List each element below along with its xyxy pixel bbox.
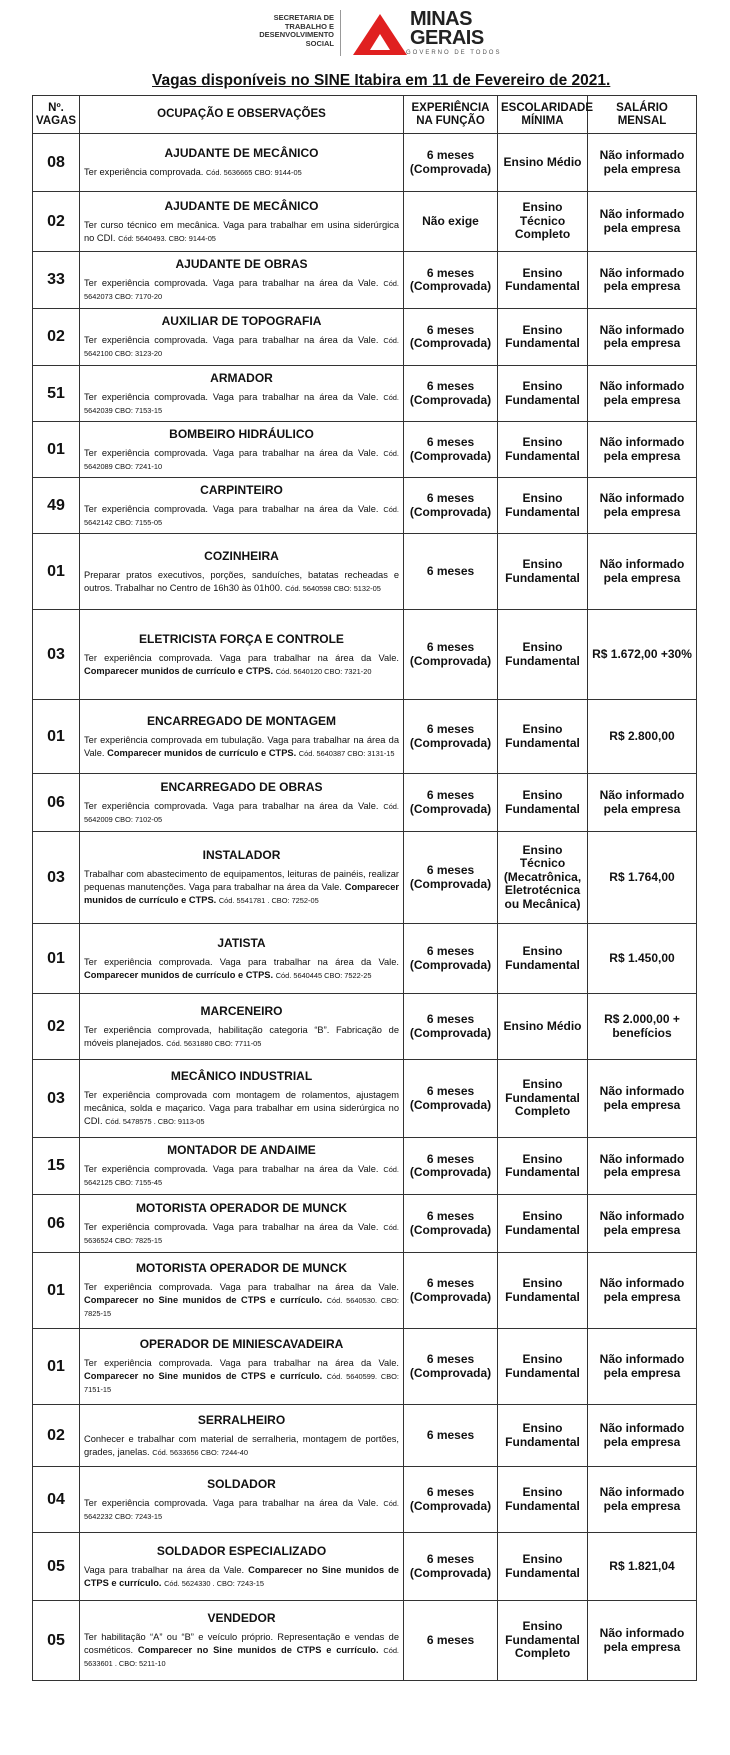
education-cell: Ensino Técnico Completo: [498, 192, 588, 252]
occupation-title: MOTORISTA OPERADOR DE MUNCK: [135, 1200, 348, 1215]
occupation-description: Ter experiência comprovada. Vaga para trabalhar na área da Vale.: [84, 1358, 399, 1368]
occupation-description: Ter experiência comprovada. Vaga para trabalhar na área da Vale.: [84, 447, 379, 458]
salary-cell: Não informado pela empresa: [588, 192, 697, 252]
occupation-code: Cód. 5642100 CBO: 3123-20: [84, 336, 399, 358]
occupation-code: Cód. 5541781 . CBO: 7252-05: [218, 896, 319, 905]
vacancy-count: 08: [33, 134, 80, 192]
education-cell: Ensino Fundamental: [498, 478, 588, 534]
vacancy-count: 03: [33, 610, 80, 700]
occupation-code: Cód. 5640120 CBO: 7321-20: [275, 666, 372, 676]
occupation-cell: [80, 134, 404, 192]
minas-gerais-logo-icon: [352, 12, 408, 56]
header-divider: [340, 10, 341, 56]
experience-cell: 6 meses (Comprovada): [404, 478, 498, 534]
salary-cell: Não informado pela empresa: [588, 422, 697, 478]
page-title: Vagas disponíveis no SINE Itabira em 11 de Fevereiro de 2021.: [152, 72, 611, 89]
vacancy-count: 02: [33, 994, 80, 1060]
table-row: [33, 366, 697, 422]
occupation-cell: [80, 1138, 404, 1195]
table-row: [33, 832, 697, 924]
occupation-title: SOLDADOR: [207, 1476, 276, 1491]
occupation-cell: [80, 774, 404, 832]
occupation-cell: [80, 832, 404, 924]
experience-cell: 6 meses: [404, 1405, 498, 1467]
salary-cell: Não informado pela empresa: [588, 1138, 697, 1195]
education-cell: Ensino Fundamental: [498, 924, 588, 994]
occupation-code: Cód. 5642089 CBO: 7241-10: [84, 448, 399, 471]
experience-cell: 6 meses (Comprovada): [404, 610, 498, 700]
occupation-cell: [80, 1405, 404, 1467]
occupation-title: VENDEDOR: [207, 1611, 276, 1625]
logo-name: MINAS GERAIS: [410, 8, 484, 49]
occupation-title: AJUDANTE DE OBRAS: [175, 257, 308, 271]
table-row: [33, 1601, 697, 1681]
education-cell: Ensino Fundamental: [498, 1533, 588, 1601]
occupation-code: Cód. 5640530. CBO: 7825-15: [84, 1296, 399, 1318]
education-cell: Ensino Técnico (Mecatrônica, Eletrotécnica ou Mecânica): [498, 832, 588, 924]
occupation-code: Cód. 5642009 CBO: 7102-05: [84, 801, 399, 824]
vacancy-count: 05: [33, 1601, 80, 1681]
education-cell: Ensino Fundamental Completo: [498, 1060, 588, 1138]
occupation-cell: [80, 994, 404, 1060]
occupation-description: Ter curso técnico em mecânica. Vaga para trabalhar em usina siderúrgica no CDI.: [84, 219, 399, 243]
education-cell: Ensino Fundamental: [498, 422, 588, 478]
occupation-description: Ter experiência comprovada. Vaga para trabalhar na área da Vale.: [84, 956, 399, 967]
occupation-description: Vaga para trabalhar na área da Vale.: [84, 1564, 245, 1575]
education-cell: Ensino Fundamental: [498, 366, 588, 422]
occupation-cell: [80, 700, 404, 774]
experience-cell: 6 meses (Comprovada): [404, 1253, 498, 1329]
table-row: [33, 700, 697, 774]
occupation-code: Cód. 5636524 CBO: 7825-15: [84, 1222, 399, 1245]
occupation-cell: [80, 252, 404, 309]
experience-cell: 6 meses (Comprovada): [404, 366, 498, 422]
salary-cell: R$ 1.672,00 +30%: [588, 610, 697, 700]
salary-cell: Não informado pela empresa: [588, 534, 697, 610]
salary-cell: Não informado pela empresa: [588, 1467, 697, 1533]
header-ocupacao: OCUPAÇÃO E OBSERVAÇÕES: [80, 96, 404, 134]
education-cell: Ensino Fundamental: [498, 700, 588, 774]
occupation-cell: [80, 1533, 404, 1601]
occupation-instruction: Comparecer munidos de currículo e CTPS.: [84, 882, 399, 905]
education-cell: Ensino Fundamental: [498, 534, 588, 610]
experience-cell: 6 meses: [404, 1601, 498, 1681]
experience-cell: 6 meses (Comprovada): [404, 924, 498, 994]
experience-cell: Não exige: [404, 192, 498, 252]
experience-cell: 6 meses (Comprovada): [404, 422, 498, 478]
header-escolaridade: ESCOLARIDADE MÍNIMA: [498, 96, 588, 134]
occupation-code: Cód. 5640387 CBO: 3131-15: [298, 748, 395, 758]
occupation-description: Ter experiência comprovada. Vaga para trabalhar na área da Vale.: [84, 278, 379, 288]
occupation-title: JATISTA: [217, 935, 266, 950]
salary-cell: Não informado pela empresa: [588, 309, 697, 366]
experience-cell: 6 meses (Comprovada): [404, 1467, 498, 1533]
vacancy-count: 01: [33, 422, 80, 478]
occupation-instruction: Comparecer munidos de currículo e CTPS.: [84, 969, 274, 980]
table-row: [33, 252, 697, 309]
logo-subtitle: GOVERNO DE TODOS: [406, 50, 502, 56]
vacancy-count: 01: [33, 534, 80, 610]
secretaria-label: SECRETARIA DE TRABALHO E DESENVOLVIMENTO SOCIAL: [259, 13, 334, 48]
salary-cell: Não informado pela empresa: [588, 478, 697, 534]
occupation-description: Ter experiência comprovada, habilitação categoria “B”. Fabricação de móveis planejados.: [84, 1024, 399, 1048]
vacancy-count: 01: [33, 1329, 80, 1405]
occupation-code: Cód. 5631880 CBO: 7711-05: [166, 1038, 262, 1048]
table-header-row: [33, 96, 697, 134]
occupation-description: Ter experiência comprovada. Vaga para trabalhar na área da Vale.: [84, 1221, 379, 1232]
occupation-code: Cód. 5640445 CBO: 7522-25: [275, 970, 372, 980]
vacancy-count: 06: [33, 774, 80, 832]
table-row: [33, 1195, 697, 1253]
occupation-description: Ter experiência comprovada. Vaga para trabalhar na área da Vale.: [84, 335, 379, 345]
occupation-cell: [80, 478, 404, 534]
experience-cell: 6 meses (Comprovada): [404, 700, 498, 774]
occupation-title: ENCARREGADO DE MONTAGEM: [146, 713, 337, 728]
salary-cell: R$ 1.821,04: [588, 1533, 697, 1601]
table-row: [33, 1533, 697, 1601]
occupation-title: BOMBEIRO HIDRÁULICO: [169, 426, 314, 441]
occupation-code: Cód. 5633656 CBO: 7244-40: [152, 1447, 248, 1457]
table-row: [33, 924, 697, 994]
table-row: [33, 610, 697, 700]
experience-cell: 6 meses (Comprovada): [404, 994, 498, 1060]
occupation-instruction: Comparecer no Sine munidos de CTPS e currículo.: [137, 1645, 379, 1655]
salary-cell: R$ 1.764,00: [588, 832, 697, 924]
table-row: [33, 478, 697, 534]
education-cell: Ensino Fundamental: [498, 1467, 588, 1533]
education-cell: Ensino Médio: [498, 134, 588, 192]
experience-cell: 6 meses (Comprovada): [404, 1533, 498, 1601]
table-row: [33, 534, 697, 610]
experience-cell: 6 meses (Comprovada): [404, 252, 498, 309]
occupation-title: CARPINTEIRO: [200, 482, 283, 497]
experience-cell: 6 meses (Comprovada): [404, 774, 498, 832]
occupation-title: AUXILIAR DE TOPOGRAFIA: [161, 314, 322, 328]
education-cell: Ensino Fundamental: [498, 774, 588, 832]
salary-cell: Não informado pela empresa: [588, 134, 697, 192]
occupation-title: ARMADOR: [210, 370, 273, 385]
occupation-description: Trabalhar com abastecimento de equipamentos, leituras de painéis, realizar pequenas manutenções. Vaga para trabalhar na área da Vale.: [84, 869, 399, 892]
education-cell: Ensino Fundamental: [498, 610, 588, 700]
occupation-description: Ter experiência comprovada com montagem de rolamentos, ajustagem mecânica, solda e maçarico. Vaga para trabalhar em usina siderúrgica no CDI.: [84, 1090, 399, 1126]
vacancy-count: 01: [33, 1253, 80, 1329]
vacancies-table: [32, 95, 697, 1681]
occupation-cell: [80, 1195, 404, 1253]
occupation-cell: [80, 192, 404, 252]
vacancy-count: 04: [33, 1467, 80, 1533]
vacancy-count: 02: [33, 1405, 80, 1467]
experience-cell: 6 meses (Comprovada): [404, 1329, 498, 1405]
occupation-instruction: Comparecer no Sine munidos de CTPS e currículo.: [84, 1564, 399, 1588]
occupation-instruction: Comparecer no Sine munidos de CTPS e currículo.: [84, 1371, 323, 1381]
table-row: [33, 422, 697, 478]
occupation-cell: [80, 924, 404, 994]
occupation-description: Ter experiência comprovada. Vaga para trabalhar na área da Vale.: [84, 1164, 379, 1174]
occupation-cell: [80, 534, 404, 610]
education-cell: Ensino Fundamental Completo: [498, 1601, 588, 1681]
education-cell: Ensino Fundamental: [498, 1253, 588, 1329]
vacancy-count: 01: [33, 924, 80, 994]
occupation-title: MONTADOR DE ANDAIME: [167, 1143, 316, 1157]
table-row: [33, 134, 697, 192]
occupation-title: INSTALADOR: [202, 848, 281, 862]
occupation-code: Cód. 5640598 CBO: 5132-05: [285, 583, 381, 593]
salary-cell: Não informado pela empresa: [588, 1601, 697, 1681]
table-row: [33, 1253, 697, 1329]
table-row: [33, 994, 697, 1060]
occupation-code: Cód. 5642142 CBO: 7155-05: [84, 504, 399, 527]
salary-cell: Não informado pela empresa: [588, 1253, 697, 1329]
occupation-title: SERRALHEIRO: [197, 1412, 286, 1427]
occupation-title: MOTORISTA OPERADOR DE MUNCK: [135, 1261, 348, 1275]
occupation-instruction: Comparecer no Sine munidos de CTPS e currículo.: [84, 1295, 323, 1305]
occupation-description: Ter experiência comprovada. Vaga para trabalhar na área da Vale.: [84, 503, 379, 514]
salary-cell: R$ 2.000,00 + benefícios: [588, 994, 697, 1060]
occupation-title: SOLDADOR ESPECIALIZADO: [156, 1543, 327, 1558]
occupation-description: Ter experiência comprovada. Vaga para trabalhar na área da Vale.: [84, 652, 399, 663]
table-row: [33, 192, 697, 252]
education-cell: Ensino Médio: [498, 994, 588, 1060]
education-cell: Ensino Fundamental: [498, 1405, 588, 1467]
vacancy-count: 51: [33, 366, 80, 422]
occupation-cell: [80, 422, 404, 478]
page-header: [0, 6, 730, 58]
education-cell: Ensino Fundamental: [498, 309, 588, 366]
occupation-title: MECÂNICO INDUSTRIAL: [170, 1069, 313, 1083]
table-row: [33, 1138, 697, 1195]
occupation-cell: [80, 309, 404, 366]
experience-cell: 6 meses (Comprovada): [404, 1138, 498, 1195]
occupation-instruction: Comparecer munidos de currículo e CTPS.: [107, 747, 297, 758]
occupation-title: OPERADOR DE MINIESCAVADEIRA: [139, 1337, 344, 1351]
vacancy-count: 33: [33, 252, 80, 309]
occupation-description: Preparar pratos executivos, porções, sanduíches, batatas recheadas e outros. Trabalhar no Centro de 16h30 às 01h00.: [84, 569, 399, 593]
salary-cell: Não informado pela empresa: [588, 1329, 697, 1405]
occupation-title: AJUDANTE DE MECÂNICO: [164, 198, 319, 213]
occupation-instruction: Comparecer munidos de currículo e CTPS.: [84, 665, 274, 676]
vacancy-count: 15: [33, 1138, 80, 1195]
occupation-cell: [80, 610, 404, 700]
salary-cell: Não informado pela empresa: [588, 252, 697, 309]
header-salario: SALÁRIO MENSAL: [588, 96, 697, 134]
table-row: [33, 1060, 697, 1138]
vacancy-count: 01: [33, 700, 80, 774]
occupation-description: Ter experiência comprovada. Vaga para trabalhar na área da Vale.: [84, 1497, 379, 1508]
occupation-cell: [80, 1329, 404, 1405]
vacancy-count: 05: [33, 1533, 80, 1601]
occupation-code: Cód: 5640493. CBO: 9144-05: [118, 233, 216, 243]
occupation-code: Cód. 5624330 . CBO: 7243-15: [164, 1578, 264, 1588]
table-row: [33, 1467, 697, 1533]
salary-cell: R$ 2.800,00: [588, 700, 697, 774]
occupation-title: MARCENEIRO: [200, 1003, 283, 1018]
experience-cell: 6 meses (Comprovada): [404, 1060, 498, 1138]
experience-cell: 6 meses (Comprovada): [404, 134, 498, 192]
experience-cell: 6 meses (Comprovada): [404, 1195, 498, 1253]
vacancy-count: 02: [33, 192, 80, 252]
salary-cell: Não informado pela empresa: [588, 1405, 697, 1467]
occupation-code: Cód. 5642232 CBO: 7243-15: [84, 1498, 399, 1521]
occupation-code: Cód. 5636665 CBO: 9144-05: [205, 168, 302, 177]
occupation-description: Ter experiência comprovada. Vaga para trabalhar na área da Vale.: [84, 800, 379, 811]
header-experiencia: EXPERIÊNCIA NA FUNÇÃO: [404, 96, 498, 134]
occupation-code: Cód. 5633601 . CBO: 5211-10: [84, 1646, 399, 1668]
occupation-cell: [80, 366, 404, 422]
occupation-cell: [80, 1060, 404, 1138]
table-row: [33, 1405, 697, 1467]
occupation-title: ENCARREGADO DE OBRAS: [160, 779, 323, 794]
occupation-description: Ter habilitação “A” ou “B” e veículo próprio. Representação e vendas de cosméticos.: [84, 1632, 399, 1655]
education-cell: Ensino Fundamental: [498, 252, 588, 309]
occupation-cell: [80, 1253, 404, 1329]
occupation-code: Cód. 5642125 CBO: 7155-45: [84, 1165, 399, 1187]
salary-cell: Não informado pela empresa: [588, 1195, 697, 1253]
vacancy-count: 03: [33, 1060, 80, 1138]
experience-cell: 6 meses (Comprovada): [404, 832, 498, 924]
occupation-title: AJUDANTE DE MECÂNICO: [164, 146, 319, 160]
occupation-cell: [80, 1467, 404, 1533]
occupation-description: Ter experiência comprovada.: [84, 167, 204, 177]
occupation-description: Conhecer e trabalhar com material de serralheria, montagem de portões, grades, janelas.: [84, 1433, 399, 1457]
occupation-cell: [80, 1601, 404, 1681]
table-row: [33, 774, 697, 832]
occupation-title: ELETRICISTA FORÇA E CONTROLE: [139, 631, 344, 646]
occupation-code: Cód. 5642039 CBO: 7153-15: [84, 392, 399, 415]
experience-cell: 6 meses: [404, 534, 498, 610]
occupation-code: Cód. 5478575 . CBO: 9113-05: [105, 1117, 205, 1126]
vacancy-count: 03: [33, 832, 80, 924]
education-cell: Ensino Fundamental: [498, 1195, 588, 1253]
occupation-description: Ter experiência comprovada. Vaga para trabalhar na área da Vale.: [84, 1282, 399, 1292]
occupation-code: Cód. 5642073 CBO: 7170-20: [84, 279, 399, 301]
education-cell: Ensino Fundamental: [498, 1329, 588, 1405]
salary-cell: Não informado pela empresa: [588, 1060, 697, 1138]
vacancy-count: 06: [33, 1195, 80, 1253]
vacancy-count: 49: [33, 478, 80, 534]
salary-cell: R$ 1.450,00: [588, 924, 697, 994]
experience-cell: 6 meses (Comprovada): [404, 309, 498, 366]
table-row: [33, 1329, 697, 1405]
occupation-title: COZINHEIRA: [204, 548, 279, 563]
occupation-description: Ter experiência comprovada em tubulação. Vaga para trabalhar na área da Vale.: [84, 734, 399, 758]
occupation-code: Cód. 5640599. CBO: 7151-15: [84, 1372, 399, 1394]
salary-cell: Não informado pela empresa: [588, 774, 697, 832]
salary-cell: Não informado pela empresa: [588, 366, 697, 422]
education-cell: Ensino Fundamental: [498, 1138, 588, 1195]
table-row: [33, 309, 697, 366]
vacancy-count: 02: [33, 309, 80, 366]
header-vagas: Nº. VAGAS: [33, 96, 80, 134]
occupation-description: Ter experiência comprovada. Vaga para trabalhar na área da Vale.: [84, 391, 379, 402]
